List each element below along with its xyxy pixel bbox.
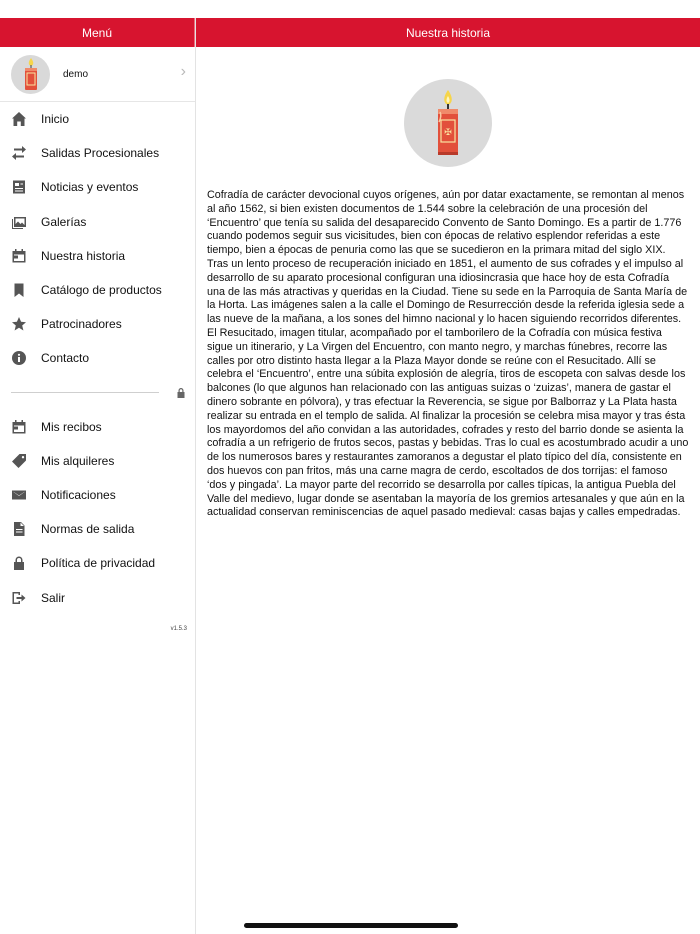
page-title: Nuestra historia [405, 25, 491, 40]
star-icon [11, 316, 27, 332]
sidebar-item-galerias[interactable] [0, 205, 195, 239]
sidebar-item-label: Nuestra historia [41, 248, 126, 263]
sidebar-item-label: Patrocinadores [41, 317, 122, 332]
candle-logo-icon [428, 88, 468, 158]
sidebar-item-label: Inicio [41, 112, 70, 127]
brotherhood-logo [404, 79, 492, 167]
sidebar-item-salir[interactable] [0, 580, 195, 614]
logout-icon [11, 590, 27, 606]
candle-logo-icon [18, 57, 44, 91]
sidebar-item-label: Salir [41, 590, 66, 605]
lock-icon [11, 555, 27, 571]
home-icon [11, 111, 27, 127]
sidebar-item-catalogo-de-productos[interactable] [0, 273, 195, 307]
sidebar-item-patrocinadores[interactable] [0, 307, 195, 341]
sidebar-title: Menú [81, 25, 113, 40]
sidebar-item-contacto[interactable] [0, 341, 195, 375]
sidebar-item-label: Política de privacidad [41, 556, 156, 571]
sidebar-item-mis-recibos[interactable] [0, 410, 195, 444]
gallery-icon [11, 214, 27, 230]
sidebar-item-nuestra-historia[interactable] [0, 239, 195, 273]
sidebar-item-noticias-y-eventos[interactable] [0, 170, 195, 204]
sidebar-item-label: Noticias y eventos [41, 180, 139, 195]
swap-arrows-icon [11, 145, 27, 161]
divider [11, 392, 159, 393]
mail-icon [11, 487, 27, 503]
user-name: demo [63, 68, 89, 80]
sidebar-item-label: Galerías [41, 214, 87, 229]
avatar [11, 55, 50, 94]
sidebar-item-mis-alquileres[interactable] [0, 444, 195, 478]
sidebar-header [0, 18, 195, 47]
sidebar-item-label: Normas de salida [41, 522, 135, 537]
main-content [196, 18, 700, 934]
sidebar-item-label: Salidas Procesionales [41, 146, 160, 161]
sidebar-item-label: Mis alquileres [41, 453, 115, 468]
sidebar-item-label: Notificaciones [41, 487, 116, 502]
private-nav [0, 410, 195, 615]
document-icon [11, 521, 27, 537]
sidebar-item-label: Catálogo de productos [41, 283, 162, 298]
chevron-right-icon: › [180, 63, 186, 80]
bookmark-icon [11, 282, 27, 298]
history-text: Cofradía de carácter devocional cuyos orígenes, aún por datar exactamente, se remontan al menos al año 1562, si bien existen documentos de 1.544 sobre la celebración de una procesión del ‘Encuentro’ que tenía su salida del desaparecido Convento de Santo Domingo. Es a partir de 1.776 cuando podemos seguir sus vicisitudes, bien con épocas de relativo esplendor referidas a este tiempo, bien a épocas de penuria como las que se sucedieron en la primara mitad del siglo XIX. Tras un lento proceso de recuperación iniciado en 1851, el aumento de sus cofrades y el impulso al desarrollo de su aparato procesional configuran una idiosincrasia que hace hoy de esta Cofradía una de las más atractivas y queridas en la Ciudad. Tiene su sede en la Parroquia de Santa María de la Horta. Las imágenes salen a la calle el Domingo de Resurrección desde la referida iglesia sede a las nueve de la mañana, a los sones del himno nacional y lo hacen siguiendo recorridos diferentes. El Resucitado, imagen titular, acompañado por el tamborilero de la Cofradía con música festiva sigue un itinerario, y La Virgen del Encuentro, con manto negro, y marchas fúnebres, recorre las calles por otro distinto hasta llegar a la Plaza Mayor donde se reúne con el Resucitado. Allí se celebra el ‘Encuentro’, entre una súbita explosión de alegría, tiros de escopeta con salvas desde los balcones (lo que algunos han relacionado con las antiguas suizas o ‘zuizas’, manera de gastar el dinero sobrante en pólvora), y tras efectuar la Reverencia, se sigue por Balborraz y La Plata hasta realizar su entrada en el templo de salida. Al finalizar la procesión se celebra misa mayor y tras ésta los mayordomos del año convidan a las autoridades, cofrades y resto del barrio donde se asienta la cofradía a un refrigerio de frutos secos, pastas y bebidas. Tras lo cual es acostumbrado acudir a uno de los numerosos bares y restaurantes zamoranos a degustar el plato típico del día, consistente en dos huevos con pan fritos, más una carne magra de cerdo, escoltados de dos torrijas: el famoso ‘dos y pingada’. La mayor parte del recorrido se desarrolla por calles típicas, la antigua Puebla del Valle del medievo, lugar donde se asentaban la mayoría de los gremios artesanales y que aún en la actualidad conservan reminiscencias de aquel pasado medieval: casas bajas y calles empedradas. [207, 189, 689, 519]
private-section-divider [0, 376, 195, 410]
main-nav [0, 102, 195, 376]
svg-text:✠: ✠ [444, 128, 452, 138]
sidebar-item-label: Contacto [41, 351, 90, 366]
tag-icon [11, 453, 27, 469]
sidebar-item-label: Mis recibos [41, 419, 102, 434]
calendar-icon [11, 419, 27, 435]
newspaper-icon [11, 179, 27, 195]
sidebar-menu [0, 18, 196, 934]
user-profile-row[interactable] [0, 47, 195, 102]
sidebar-item-notificaciones[interactable] [0, 478, 195, 512]
sidebar-item-salidas-procesionales[interactable] [0, 136, 195, 170]
calendar-icon [11, 248, 27, 264]
sidebar-item-normas-de-salida[interactable] [0, 512, 195, 546]
app-version: v1.5.3 [170, 625, 187, 632]
sidebar-item-politica-de-privacidad[interactable] [0, 546, 195, 580]
info-icon [11, 350, 27, 366]
lock-icon [175, 386, 187, 398]
home-indicator[interactable] [244, 923, 458, 928]
main-header [196, 18, 700, 47]
sidebar-item-inicio[interactable] [0, 102, 195, 136]
